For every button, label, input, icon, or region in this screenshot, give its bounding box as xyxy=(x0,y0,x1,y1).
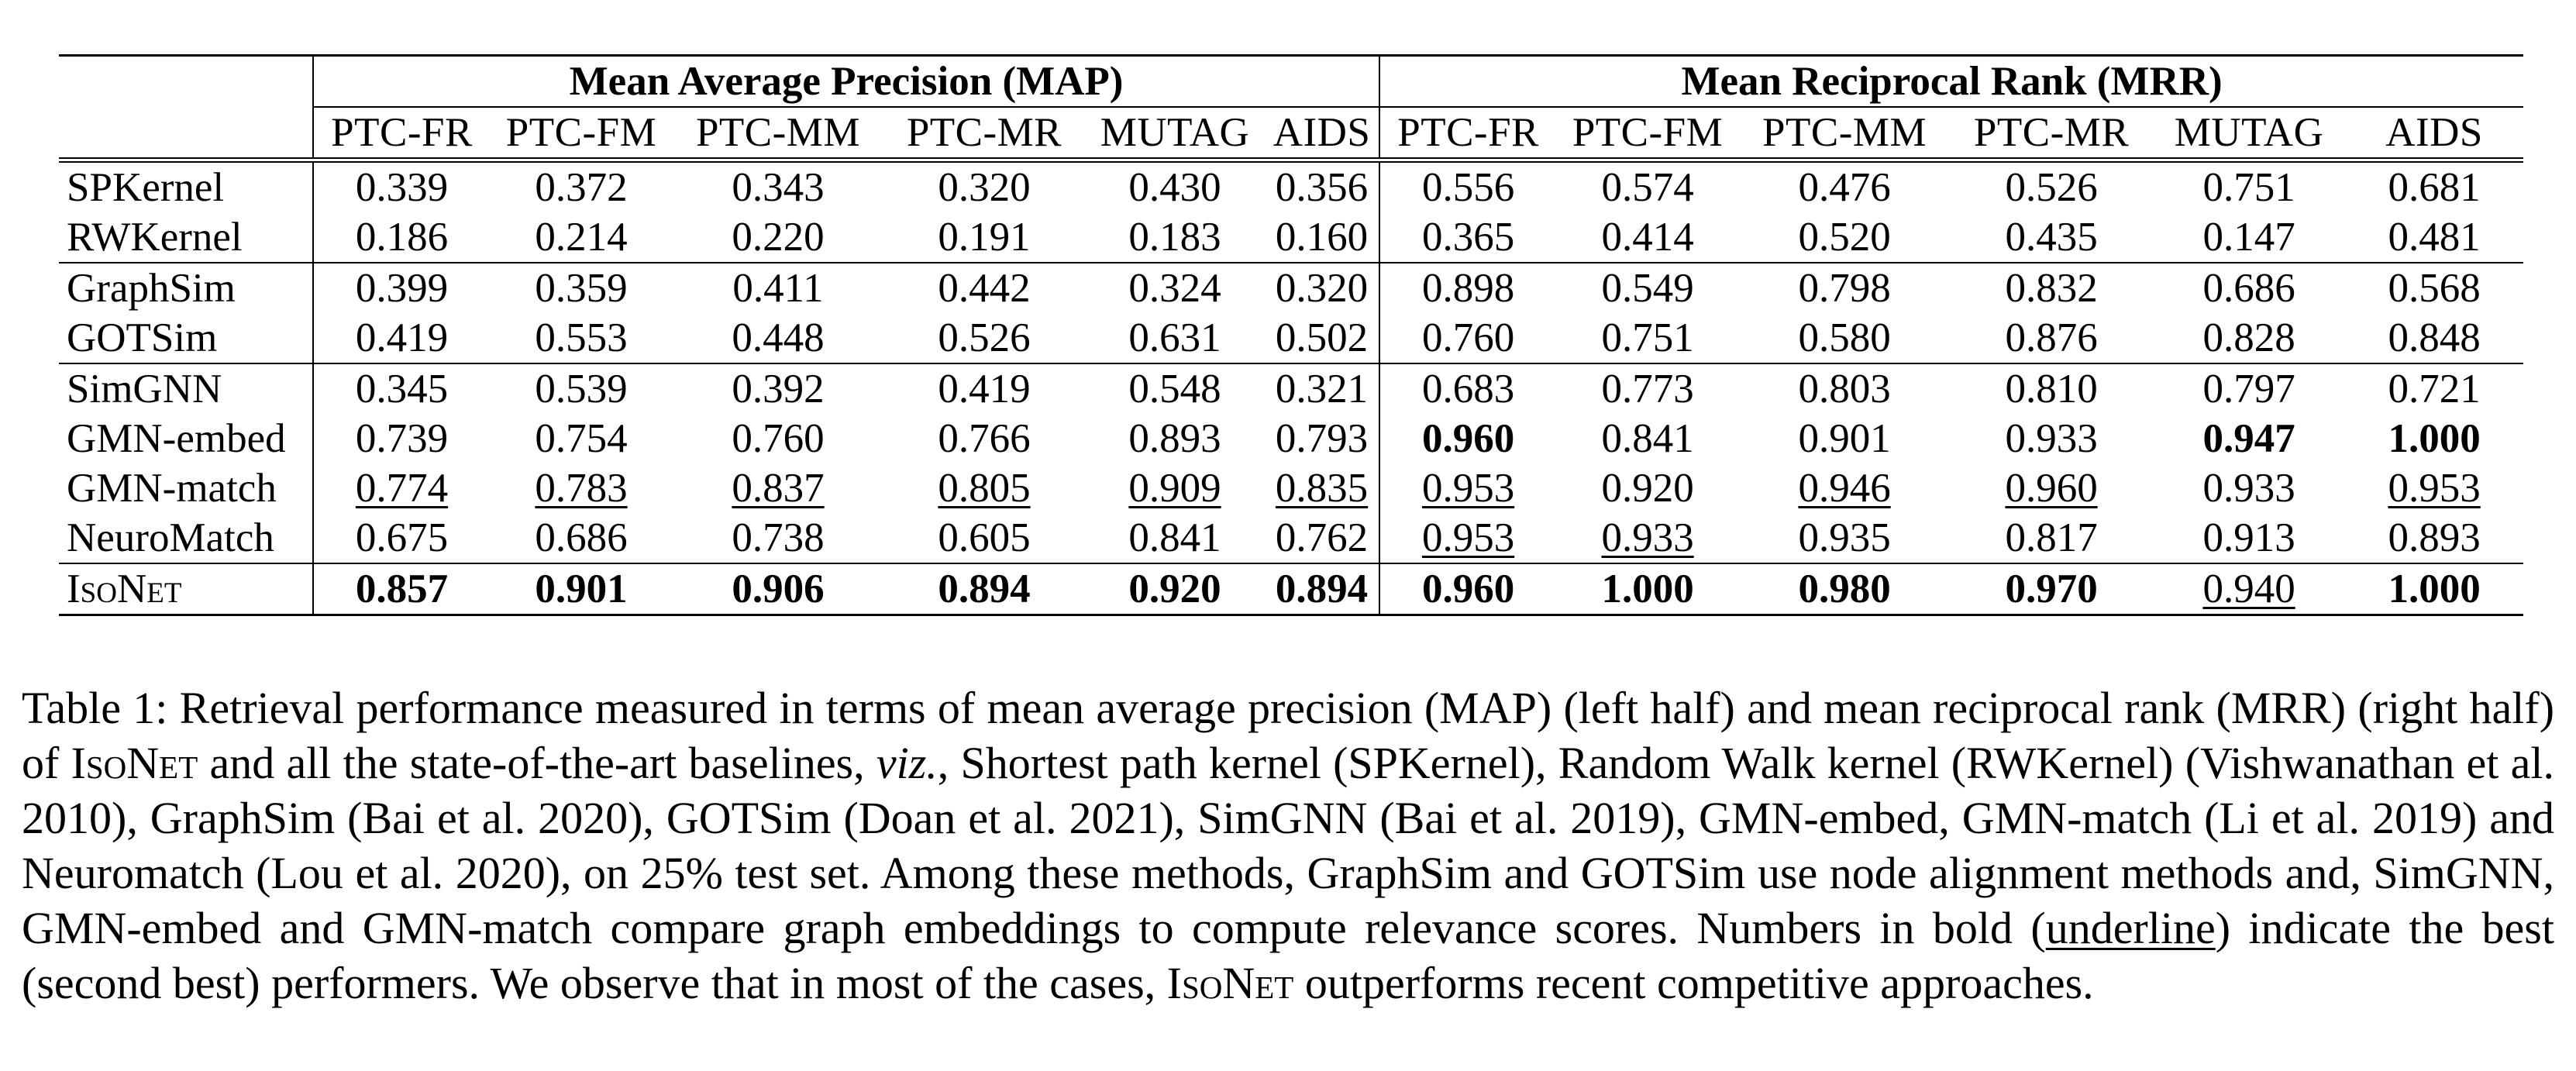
mrr-value-cell xyxy=(1739,313,1950,363)
map-value: 0.183 xyxy=(1128,215,1221,260)
map-value: 0.191 xyxy=(938,215,1031,260)
map-value-cell xyxy=(673,263,883,313)
map-value-cell xyxy=(1085,513,1265,563)
caption-text-1: Retrieval performance measured in terms of mean average precision (MAP) (left half) and mean reciprocal rank (MRR) (right half) of xyxy=(22,683,2555,788)
map-value: 0.442 xyxy=(938,266,1031,311)
mrr-value: 0.947 xyxy=(2202,416,2295,461)
mrr-value-cell xyxy=(2345,563,2523,615)
table-row xyxy=(59,212,2523,263)
map-value: 0.214 xyxy=(535,215,628,260)
mrr-value-cell xyxy=(2345,363,2523,414)
mrr-value-cell xyxy=(1950,263,2153,313)
mrr-value: 0.960 xyxy=(2005,466,2098,511)
caption-text-4: ) indicate the best (second best) performers. We observe that in most of the cases, xyxy=(22,903,2554,1008)
mrr-value-cell xyxy=(1556,363,1739,414)
mrr-value: 0.920 xyxy=(1601,466,1694,511)
map-value-cell xyxy=(313,363,490,414)
map-value-cell xyxy=(490,513,673,563)
map-value-cell xyxy=(313,160,490,213)
mrr-value-cell xyxy=(1739,363,1950,414)
map-value-cell xyxy=(1085,160,1265,213)
mrr-value-cell xyxy=(2153,513,2345,563)
map-value: 0.553 xyxy=(535,315,628,360)
mrr-value-cell xyxy=(1379,563,1556,615)
mrr-value-cell xyxy=(1556,513,1739,563)
mrr-value: 1.000 xyxy=(2388,566,2481,611)
map-value-cell xyxy=(673,414,883,463)
map-value-cell xyxy=(313,212,490,263)
map-value-cell xyxy=(673,563,883,615)
mrr-value-cell xyxy=(2153,463,2345,513)
mrr-value: 0.414 xyxy=(1601,215,1694,260)
map-value: 0.343 xyxy=(732,165,825,210)
map-value: 0.502 xyxy=(1275,315,1369,360)
mrr-value-cell xyxy=(1950,363,2153,414)
map-value-cell xyxy=(1265,414,1379,463)
map-value: 0.793 xyxy=(1275,416,1369,461)
mrr-value: 0.435 xyxy=(2005,215,2098,260)
map-value: 0.906 xyxy=(732,566,825,611)
map-value-cell xyxy=(883,212,1085,263)
method-name-cell: SimGNN xyxy=(59,363,313,414)
dataset-header-row xyxy=(59,107,2523,160)
mrr-value: 0.953 xyxy=(1421,515,1515,560)
mrr-value: 0.946 xyxy=(1798,466,1891,511)
table-row xyxy=(59,414,2523,463)
map-value-cell xyxy=(1085,463,1265,513)
map-value: 0.419 xyxy=(938,367,1031,412)
method-name-cell: RWKernel xyxy=(59,212,313,263)
mrr-value-cell xyxy=(1950,463,2153,513)
table-body xyxy=(59,160,2523,615)
mrr-value-cell xyxy=(1379,263,1556,313)
map-value: 0.356 xyxy=(1275,165,1369,210)
caption-underline-word: underline xyxy=(2045,903,2216,953)
map-value: 0.548 xyxy=(1128,367,1221,412)
mrr-value: 0.574 xyxy=(1601,165,1694,210)
map-col-ptc-fr: PTC-FR xyxy=(313,107,490,160)
mrr-value-cell xyxy=(1950,414,2153,463)
table-row xyxy=(59,513,2523,563)
map-value-cell xyxy=(673,313,883,363)
map-value: 0.893 xyxy=(1128,416,1221,461)
mrr-value-cell xyxy=(1739,212,1950,263)
mrr-value-cell xyxy=(1950,513,2153,563)
map-value: 0.321 xyxy=(1275,367,1369,412)
table-row xyxy=(59,563,2523,615)
mrr-value: 0.933 xyxy=(2005,416,2098,461)
mrr-value: 0.935 xyxy=(1798,515,1891,560)
map-value-cell xyxy=(1265,160,1379,213)
mrr-value: 0.520 xyxy=(1798,215,1891,260)
mrr-value: 0.803 xyxy=(1798,367,1891,412)
mrr-value: 0.797 xyxy=(2202,367,2295,412)
map-value-cell xyxy=(313,414,490,463)
mrr-value-cell xyxy=(2345,313,2523,363)
mrr-value-cell xyxy=(2153,363,2345,414)
mrr-value-cell xyxy=(2345,160,2523,213)
mrr-value-cell xyxy=(1556,263,1739,313)
mrr-value-cell xyxy=(1950,313,2153,363)
map-value-cell xyxy=(673,212,883,263)
map-value-cell xyxy=(1265,513,1379,563)
map-value: 0.324 xyxy=(1128,266,1221,311)
mrr-value: 0.549 xyxy=(1601,266,1694,311)
map-value-cell xyxy=(1085,212,1265,263)
mrr-value: 0.876 xyxy=(2005,315,2098,360)
map-value: 0.894 xyxy=(938,566,1031,611)
caption-text-3: , Shortest path kernel (SPKernel), Random Walk kernel (RWKernel) (Vishwanathan et al. 2010), GraphSim (Bai et al. 2020), GOTSim (Doan et al. 2021), SimGNN (Bai et al. 2019), GMN-embed, GMN-match (Li et al. 2019) and Neuromatch (Lou et al. 2020), on 25% test set. Among these methods, GraphSim and GOTSim use node alignment methods and, SimGNN, GMN-embed and GMN-match compare graph embeddings to compute relevance scores. Numbers in bold ( xyxy=(22,738,2554,953)
table-row xyxy=(59,313,2523,363)
mrr-value-cell xyxy=(1379,513,1556,563)
caption-text-5: outperforms recent competitive approaches. xyxy=(1293,958,2094,1008)
map-value: 0.392 xyxy=(732,367,825,412)
map-value: 0.739 xyxy=(355,416,449,461)
map-value-cell xyxy=(1265,212,1379,263)
mrr-value-cell xyxy=(1556,563,1739,615)
caption-isonet-name: IsoNet xyxy=(71,738,198,788)
mrr-value: 0.810 xyxy=(2005,367,2098,412)
mrr-col-mutag: MUTAG xyxy=(2153,107,2345,160)
mrr-value: 0.841 xyxy=(1601,416,1694,461)
map-value-cell xyxy=(883,414,1085,463)
mrr-value: 0.901 xyxy=(1798,416,1891,461)
map-value: 0.805 xyxy=(938,466,1031,511)
map-value-cell xyxy=(490,414,673,463)
mrr-value-cell xyxy=(2345,414,2523,463)
map-value-cell xyxy=(1265,563,1379,615)
method-name-cell: GOTSim xyxy=(59,313,313,363)
mrr-col-ptc-mm: PTC-MM xyxy=(1739,107,1950,160)
mrr-value: 0.365 xyxy=(1421,215,1515,260)
map-value: 0.774 xyxy=(355,466,449,511)
map-value: 0.686 xyxy=(535,515,628,560)
map-value-cell xyxy=(673,363,883,414)
mrr-col-ptc-mr: PTC-MR xyxy=(1950,107,2153,160)
mrr-value-cell xyxy=(1556,414,1739,463)
mrr-value-cell xyxy=(1950,563,2153,615)
map-value: 0.419 xyxy=(355,315,449,360)
map-value-cell xyxy=(1085,563,1265,615)
mrr-value-cell xyxy=(2153,563,2345,615)
mrr-value-cell xyxy=(1379,463,1556,513)
map-value-cell xyxy=(313,513,490,563)
method-name-cell: SPKernel xyxy=(59,160,313,213)
mrr-value: 0.721 xyxy=(2388,367,2481,412)
corner-cell xyxy=(59,56,313,108)
map-value-cell xyxy=(313,263,490,313)
map-value: 0.345 xyxy=(355,367,449,412)
corner-cell-2 xyxy=(59,107,313,160)
mrr-value-cell xyxy=(1379,212,1556,263)
map-value-cell xyxy=(1265,313,1379,363)
mrr-value-cell xyxy=(2345,463,2523,513)
map-value-cell xyxy=(490,563,673,615)
caption-paragraph xyxy=(22,680,2554,1011)
mrr-value-cell xyxy=(2345,513,2523,563)
mrr-value: 0.817 xyxy=(2005,515,2098,560)
map-value: 0.411 xyxy=(732,266,824,311)
caption-viz: viz. xyxy=(876,738,938,788)
results-table-container xyxy=(59,54,2523,616)
mrr-value: 0.526 xyxy=(2005,165,2098,210)
map-value-cell xyxy=(490,313,673,363)
map-value: 0.837 xyxy=(732,466,825,511)
map-group-header: Mean Average Precision (MAP) xyxy=(313,56,1379,108)
mrr-value: 0.580 xyxy=(1798,315,1891,360)
mrr-value-cell xyxy=(1556,313,1739,363)
mrr-col-ptc-fm: PTC-FM xyxy=(1556,107,1739,160)
mrr-value-cell xyxy=(1950,160,2153,213)
mrr-value-cell xyxy=(1739,463,1950,513)
map-value: 0.894 xyxy=(1275,566,1369,611)
mrr-value: 0.832 xyxy=(2005,266,2098,311)
results-table xyxy=(59,54,2523,616)
map-value: 0.841 xyxy=(1128,515,1221,560)
mrr-value-cell xyxy=(1739,263,1950,313)
map-value-cell xyxy=(313,313,490,363)
table-row xyxy=(59,363,2523,414)
table-caption xyxy=(22,680,2554,1011)
mrr-value: 0.960 xyxy=(1421,566,1515,611)
mrr-value: 0.893 xyxy=(2388,515,2481,560)
mrr-col-aids: AIDS xyxy=(2345,107,2523,160)
mrr-value: 0.980 xyxy=(1798,566,1891,611)
map-value-cell xyxy=(1265,263,1379,313)
map-value-cell xyxy=(490,212,673,263)
map-value: 0.359 xyxy=(535,266,628,311)
method-name-cell: NeuroMatch xyxy=(59,513,313,563)
map-value: 0.760 xyxy=(732,416,825,461)
mrr-value: 0.751 xyxy=(1601,315,1694,360)
map-value: 0.783 xyxy=(535,466,628,511)
mrr-value: 0.481 xyxy=(2388,215,2481,260)
mrr-value: 0.147 xyxy=(2202,215,2295,260)
mrr-value: 0.683 xyxy=(1421,367,1515,412)
mrr-value: 1.000 xyxy=(1601,566,1694,611)
map-value-cell xyxy=(1085,414,1265,463)
mrr-value-cell xyxy=(2153,313,2345,363)
mrr-value: 0.828 xyxy=(2202,315,2295,360)
mrr-value-cell xyxy=(1379,313,1556,363)
mrr-group-header: Mean Reciprocal Rank (MRR) xyxy=(1379,56,2523,108)
group-header-row xyxy=(59,56,2523,108)
map-value: 0.857 xyxy=(355,566,449,611)
mrr-value: 0.933 xyxy=(1601,515,1694,560)
map-value-cell xyxy=(883,263,1085,313)
mrr-value-cell xyxy=(2345,212,2523,263)
map-value-cell xyxy=(883,363,1085,414)
map-value: 0.909 xyxy=(1128,466,1221,511)
map-value: 0.920 xyxy=(1128,566,1221,611)
mrr-value-cell xyxy=(2153,160,2345,213)
mrr-value-cell xyxy=(2345,263,2523,313)
mrr-value: 0.681 xyxy=(2388,165,2481,210)
mrr-value-cell xyxy=(1556,212,1739,263)
map-value-cell xyxy=(883,513,1085,563)
mrr-value-cell xyxy=(1739,160,1950,213)
table-row xyxy=(59,160,2523,213)
map-value: 0.320 xyxy=(938,165,1031,210)
map-value: 0.605 xyxy=(938,515,1031,560)
map-col-aids: AIDS xyxy=(1265,107,1379,160)
mrr-value-cell xyxy=(1379,160,1556,213)
mrr-col-ptc-fr: PTC-FR xyxy=(1379,107,1556,160)
mrr-value: 0.476 xyxy=(1798,165,1891,210)
mrr-value-cell xyxy=(1379,363,1556,414)
mrr-value: 0.940 xyxy=(2202,566,2295,611)
map-value: 0.339 xyxy=(355,165,449,210)
map-value-cell xyxy=(1265,363,1379,414)
mrr-value-cell xyxy=(1379,414,1556,463)
map-value: 0.448 xyxy=(732,315,825,360)
mrr-value-cell xyxy=(1739,414,1950,463)
map-value-cell xyxy=(883,160,1085,213)
mrr-value-cell xyxy=(2153,263,2345,313)
mrr-value: 0.686 xyxy=(2202,266,2295,311)
caption-text-2: and all the state-of-the-art baselines, xyxy=(198,738,876,788)
map-col-mutag: MUTAG xyxy=(1085,107,1265,160)
map-value-cell xyxy=(883,313,1085,363)
map-value-cell xyxy=(490,463,673,513)
mrr-value: 0.760 xyxy=(1421,315,1515,360)
map-value-cell xyxy=(490,160,673,213)
map-value-cell xyxy=(883,463,1085,513)
method-name-cell: GMN-match xyxy=(59,463,313,513)
caption-isonet-name-2: IsoNet xyxy=(1166,958,1294,1008)
map-value-cell xyxy=(490,263,673,313)
map-value: 0.675 xyxy=(355,515,449,560)
map-value: 0.901 xyxy=(535,566,628,611)
map-value: 0.320 xyxy=(1275,266,1369,311)
mrr-value: 1.000 xyxy=(2388,416,2481,461)
mrr-value: 0.933 xyxy=(2202,466,2295,511)
map-value: 0.220 xyxy=(732,215,825,260)
map-col-ptc-mr: PTC-MR xyxy=(883,107,1085,160)
table-row xyxy=(59,263,2523,313)
map-value: 0.738 xyxy=(732,515,825,560)
mrr-value: 0.913 xyxy=(2202,515,2295,560)
map-value: 0.372 xyxy=(535,165,628,210)
mrr-value: 0.953 xyxy=(2388,466,2481,511)
mrr-value: 0.751 xyxy=(2202,165,2295,210)
map-value-cell xyxy=(313,563,490,615)
map-value: 0.754 xyxy=(535,416,628,461)
mrr-value-cell xyxy=(1739,563,1950,615)
map-value-cell xyxy=(1265,463,1379,513)
mrr-value-cell xyxy=(2153,212,2345,263)
mrr-value-cell xyxy=(1556,160,1739,213)
map-value-cell xyxy=(490,363,673,414)
mrr-value-cell xyxy=(1739,513,1950,563)
map-value: 0.430 xyxy=(1128,165,1221,210)
mrr-value: 0.848 xyxy=(2388,315,2481,360)
map-value: 0.766 xyxy=(938,416,1031,461)
mrr-value: 0.970 xyxy=(2005,566,2098,611)
map-value: 0.631 xyxy=(1128,315,1221,360)
mrr-value: 0.773 xyxy=(1601,367,1694,412)
mrr-value-cell xyxy=(1556,463,1739,513)
mrr-value: 0.798 xyxy=(1798,266,1891,311)
method-name-cell: GMN-embed xyxy=(59,414,313,463)
mrr-value: 0.960 xyxy=(1421,416,1515,461)
map-value: 0.399 xyxy=(355,266,449,311)
map-value-cell xyxy=(673,160,883,213)
map-value-cell xyxy=(1085,313,1265,363)
map-col-ptc-fm: PTC-FM xyxy=(490,107,673,160)
map-value-cell xyxy=(883,563,1085,615)
mrr-value-cell xyxy=(2153,414,2345,463)
map-value: 0.835 xyxy=(1275,466,1369,511)
map-value-cell xyxy=(673,463,883,513)
mrr-value: 0.556 xyxy=(1421,165,1515,210)
mrr-value: 0.568 xyxy=(2388,266,2481,311)
map-value: 0.186 xyxy=(355,215,449,260)
map-col-ptc-mm: PTC-MM xyxy=(673,107,883,160)
mrr-value-cell xyxy=(1950,212,2153,263)
mrr-value: 0.953 xyxy=(1421,466,1515,511)
table-row xyxy=(59,463,2523,513)
map-value: 0.539 xyxy=(535,367,628,412)
caption-label: Table 1: xyxy=(22,683,168,733)
map-value-cell xyxy=(1085,363,1265,414)
map-value-cell xyxy=(1085,263,1265,313)
map-value: 0.762 xyxy=(1275,515,1369,560)
method-name-cell: GraphSim xyxy=(59,263,313,313)
map-value: 0.160 xyxy=(1275,215,1369,260)
map-value-cell xyxy=(313,463,490,513)
map-value-cell xyxy=(673,513,883,563)
method-name-cell: IsoNet xyxy=(59,563,313,615)
map-value: 0.526 xyxy=(938,315,1031,360)
mrr-value: 0.898 xyxy=(1421,266,1515,311)
